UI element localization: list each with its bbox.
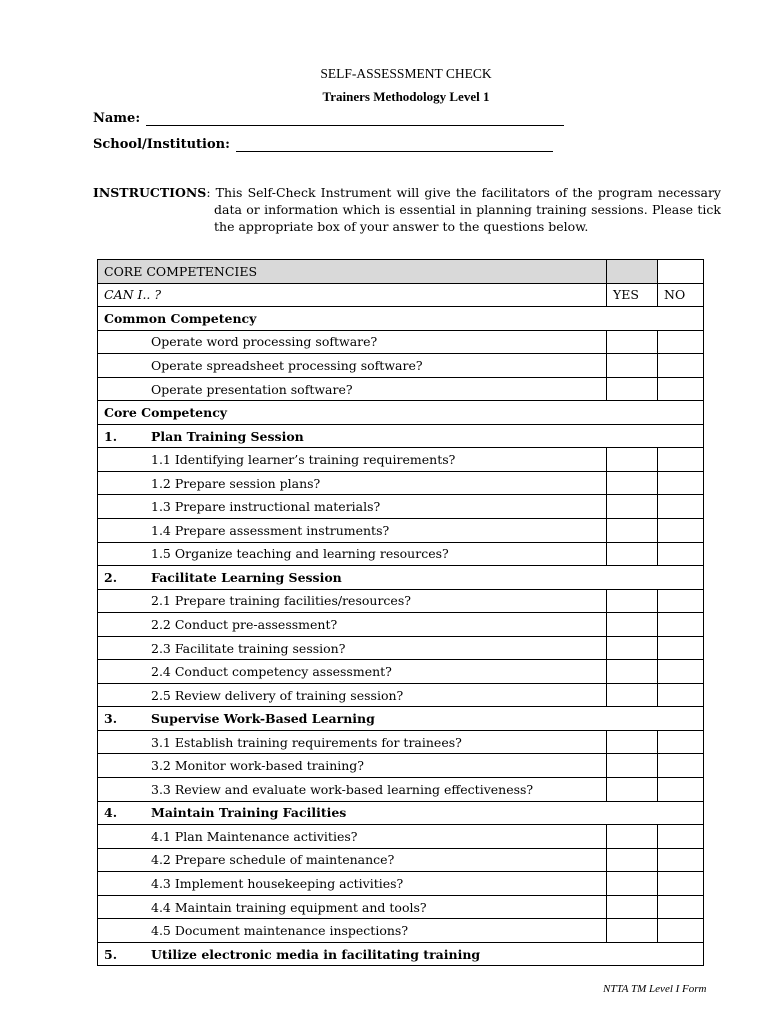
- question-row: [98, 848, 704, 872]
- question-text: 1.5 Organize teaching and learning resources?: [98, 542, 607, 566]
- header-blank-cell: [658, 260, 704, 284]
- section-heading-row: [98, 424, 704, 448]
- yes-checkbox-cell[interactable]: [607, 354, 658, 378]
- question-row: [98, 730, 704, 754]
- name-label: Name:: [93, 111, 141, 126]
- section-number: 3.: [104, 711, 118, 727]
- form-footer: NTTA TM Level I Form: [603, 983, 707, 995]
- yes-checkbox-cell[interactable]: [607, 448, 658, 472]
- instructions-text: : This Self-Check Instrument will give the facilitators of the program necessary data or information which is essential in planning training sessions. Please tick the appropriate box of your answer to the questions below.: [206, 185, 721, 234]
- section-heading-row: [98, 942, 704, 966]
- question-row: [98, 519, 704, 543]
- yes-checkbox-cell[interactable]: [607, 825, 658, 849]
- no-checkbox-cell[interactable]: [658, 448, 704, 472]
- question-text: 4.3 Implement housekeeping activities?: [98, 872, 607, 896]
- question-text: 2.4 Conduct competency assessment?: [98, 660, 607, 684]
- section-heading-cell: [98, 566, 704, 590]
- core-competency-heading: [98, 401, 704, 425]
- school-blank-line[interactable]: [236, 138, 553, 152]
- question-row: [98, 542, 704, 566]
- core-competency-heading-cell: Core Competency: [98, 401, 704, 425]
- can-i-label: CAN I.. ?: [98, 283, 607, 307]
- question-text: 2.1 Prepare training facilities/resources?: [98, 589, 607, 613]
- question-text: 2.5 Review delivery of training session?: [98, 683, 607, 707]
- section-heading-cell: [98, 707, 704, 731]
- no-checkbox-cell[interactable]: [658, 825, 704, 849]
- question-row: [98, 660, 704, 684]
- name-blank-line[interactable]: [146, 112, 564, 126]
- document-subtitle: Trainers Methodology Level 1: [322, 89, 490, 104]
- no-checkbox-cell[interactable]: [658, 519, 704, 543]
- question-text: Operate word processing software?: [98, 330, 607, 354]
- yes-checkbox-cell[interactable]: [607, 895, 658, 919]
- no-checkbox-cell[interactable]: [658, 636, 704, 660]
- question-row: [98, 683, 704, 707]
- yes-checkbox-cell[interactable]: [607, 872, 658, 896]
- section-number: 5.: [104, 946, 118, 962]
- question-row: [98, 471, 704, 495]
- yes-checkbox-cell[interactable]: [607, 636, 658, 660]
- question-row: [98, 613, 704, 637]
- question-row: [98, 330, 704, 354]
- section-heading-row: [98, 566, 704, 590]
- question-row: [98, 589, 704, 613]
- school-label: School/Institution:: [93, 137, 230, 152]
- question-text: 1.2 Prepare session plans?: [98, 471, 607, 495]
- no-checkbox-cell[interactable]: [658, 895, 704, 919]
- section-heading-cell: [98, 801, 704, 825]
- question-text: 3.3 Review and evaluate work-based learning effectiveness?: [98, 778, 607, 802]
- yes-checkbox-cell[interactable]: [607, 660, 658, 684]
- question-text: 4.4 Maintain training equipment and tools?: [98, 895, 607, 919]
- no-checkbox-cell[interactable]: [658, 872, 704, 896]
- question-text: 4.1 Plan Maintenance activities?: [98, 825, 607, 849]
- no-checkbox-cell[interactable]: [658, 683, 704, 707]
- section-heading-row: [98, 801, 704, 825]
- yes-checkbox-cell[interactable]: [607, 919, 658, 943]
- competency-table: [97, 259, 704, 966]
- section-heading-row: [98, 707, 704, 731]
- yes-checkbox-cell[interactable]: [607, 330, 658, 354]
- can-i-row: [98, 283, 704, 307]
- section-title: Plan Training Session: [151, 428, 304, 444]
- no-checkbox-cell[interactable]: [658, 613, 704, 637]
- no-checkbox-cell[interactable]: [658, 848, 704, 872]
- common-competency-heading: [98, 307, 704, 331]
- question-text: 1.4 Prepare assessment instruments?: [98, 519, 607, 543]
- yes-checkbox-cell[interactable]: [607, 754, 658, 778]
- no-checkbox-cell[interactable]: [658, 377, 704, 401]
- question-row: [98, 825, 704, 849]
- no-checkbox-cell[interactable]: [658, 542, 704, 566]
- question-text: 1.3 Prepare instructional materials?: [98, 495, 607, 519]
- yes-column-header: YES: [607, 283, 658, 307]
- yes-checkbox-cell[interactable]: [607, 495, 658, 519]
- yes-checkbox-cell[interactable]: [607, 613, 658, 637]
- section-title: Supervise Work-Based Learning: [151, 711, 375, 727]
- header-blank-cell: [607, 260, 658, 284]
- section-number: 1.: [104, 428, 118, 444]
- question-row: [98, 377, 704, 401]
- no-checkbox-cell[interactable]: [658, 730, 704, 754]
- yes-checkbox-cell[interactable]: [607, 377, 658, 401]
- question-text: 3.2 Monitor work-based training?: [98, 754, 607, 778]
- question-text: Operate spreadsheet processing software?: [98, 354, 607, 378]
- section-heading-cell: [98, 424, 704, 448]
- no-checkbox-cell[interactable]: [658, 754, 704, 778]
- no-checkbox-cell[interactable]: [658, 495, 704, 519]
- instructions-label: INSTRUCTIONS: [93, 185, 207, 200]
- question-row: [98, 895, 704, 919]
- no-checkbox-cell[interactable]: [658, 354, 704, 378]
- school-field[interactable]: [93, 137, 553, 152]
- common-competency-heading-cell: Common Competency: [98, 307, 704, 331]
- question-text: 2.2 Conduct pre-assessment?: [98, 613, 607, 637]
- yes-checkbox-cell[interactable]: [607, 848, 658, 872]
- section-number: 4.: [104, 805, 118, 821]
- document-title: SELF-ASSESSMENT CHECK: [320, 66, 492, 81]
- question-text: 2.3 Facilitate training session?: [98, 636, 607, 660]
- yes-checkbox-cell[interactable]: [607, 471, 658, 495]
- section-title: Maintain Training Facilities: [151, 805, 347, 821]
- question-text: 4.5 Document maintenance inspections?: [98, 919, 607, 943]
- yes-checkbox-cell[interactable]: [607, 519, 658, 543]
- question-row: [98, 354, 704, 378]
- no-checkbox-cell[interactable]: [658, 471, 704, 495]
- section-title: Facilitate Learning Session: [151, 569, 342, 585]
- section-heading-cell: [98, 942, 704, 966]
- question-row: [98, 448, 704, 472]
- yes-checkbox-cell[interactable]: [607, 778, 658, 802]
- core-competencies-header: CORE COMPETENCIES: [98, 260, 607, 284]
- table-header-row: [98, 260, 704, 284]
- instructions-block: [93, 184, 721, 252]
- no-column-header: NO: [658, 283, 704, 307]
- no-checkbox-cell[interactable]: [658, 919, 704, 943]
- question-row: [98, 872, 704, 896]
- name-field[interactable]: [93, 111, 564, 126]
- question-row: [98, 919, 704, 943]
- question-row: [98, 495, 704, 519]
- no-checkbox-cell[interactable]: [658, 589, 704, 613]
- no-checkbox-cell[interactable]: [658, 330, 704, 354]
- question-row: [98, 636, 704, 660]
- section-number: 2.: [104, 569, 118, 585]
- no-checkbox-cell[interactable]: [658, 778, 704, 802]
- question-row: [98, 754, 704, 778]
- question-text: Operate presentation software?: [98, 377, 607, 401]
- question-row: [98, 778, 704, 802]
- yes-checkbox-cell[interactable]: [607, 542, 658, 566]
- question-text: 3.1 Establish training requirements for trainees?: [98, 730, 607, 754]
- no-checkbox-cell[interactable]: [658, 660, 704, 684]
- section-title: Utilize electronic media in facilitating training: [151, 946, 481, 962]
- yes-checkbox-cell[interactable]: [607, 730, 658, 754]
- question-text: 1.1 Identifying learner’s training requirements?: [98, 448, 607, 472]
- question-text: 4.2 Prepare schedule of maintenance?: [98, 848, 607, 872]
- yes-checkbox-cell[interactable]: [607, 589, 658, 613]
- yes-checkbox-cell[interactable]: [607, 683, 658, 707]
